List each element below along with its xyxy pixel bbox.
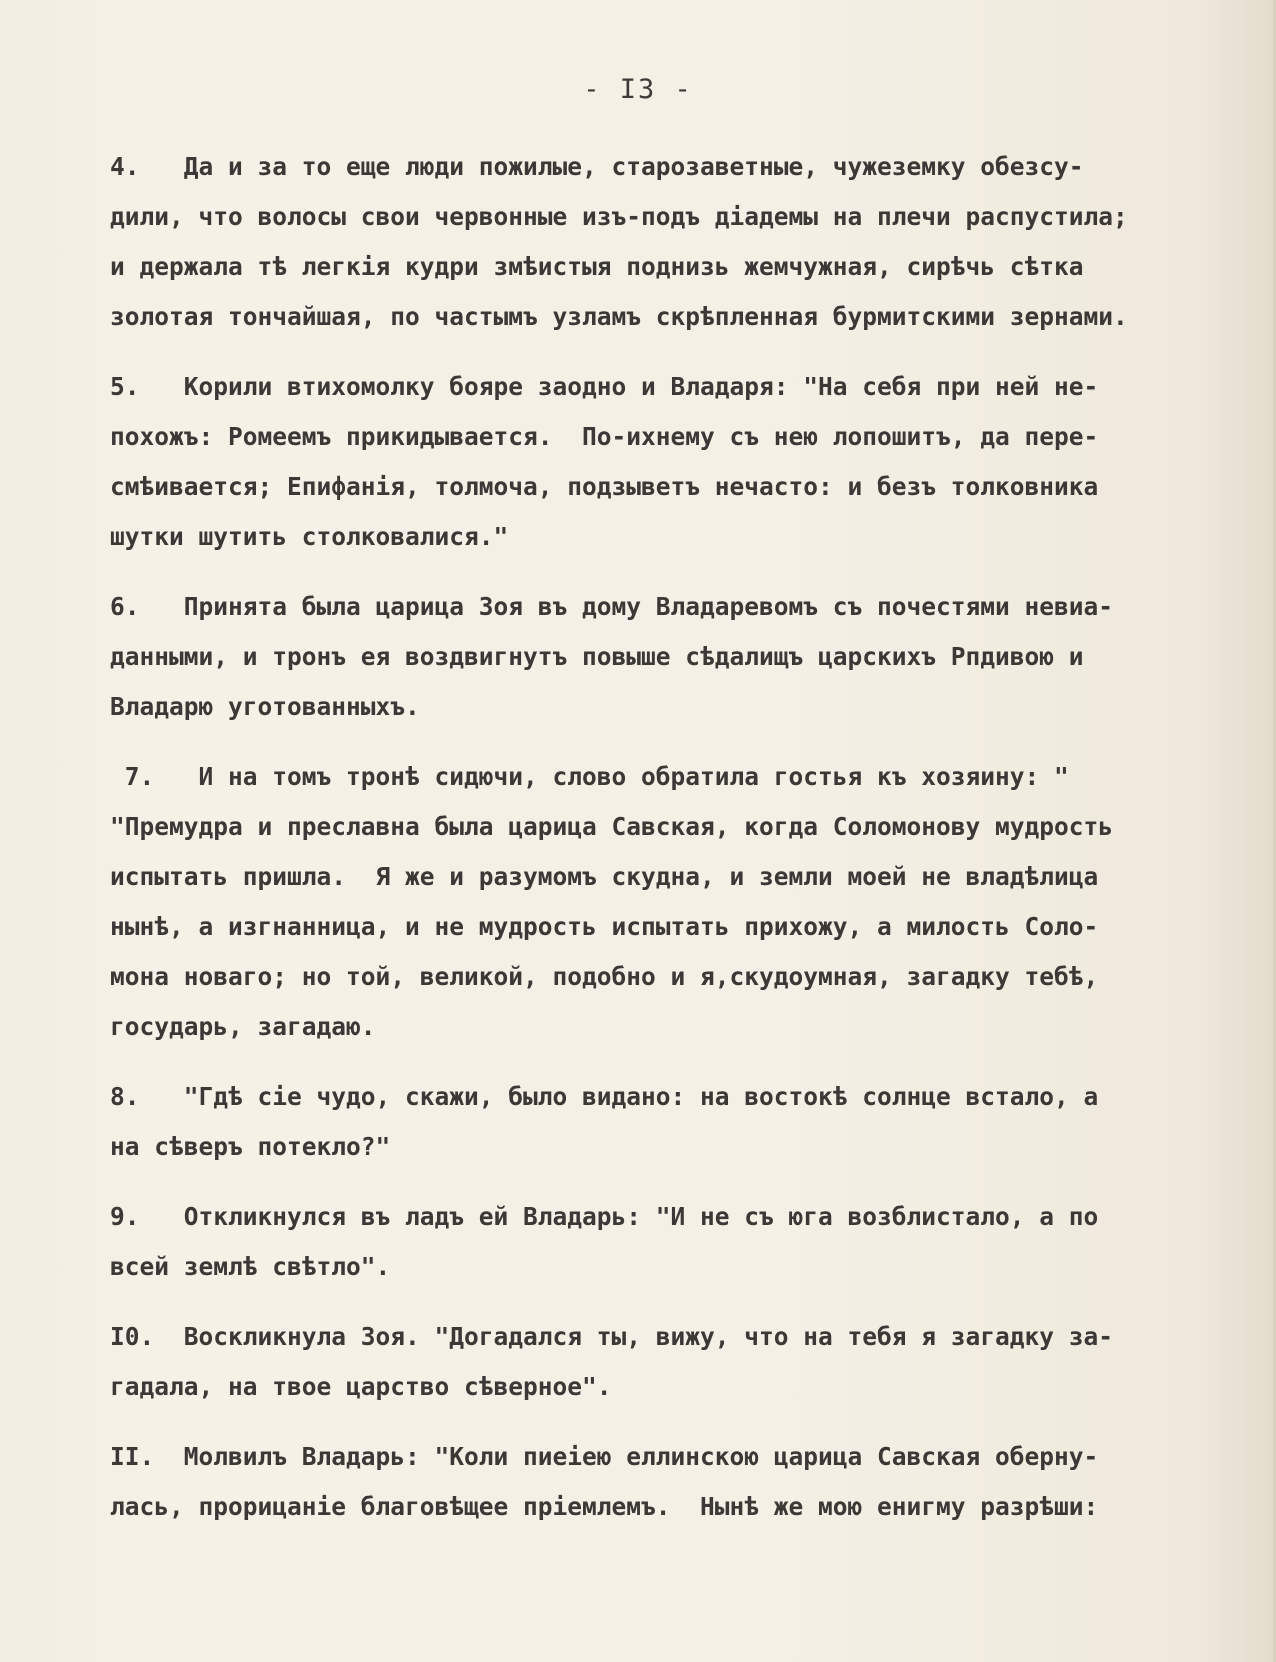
text-line: шутки шутить столковалися." xyxy=(110,522,509,551)
text-line: золотая тончайшая, по частымъ узламъ скрѣпленная бурмитскими зернами. xyxy=(110,302,1128,331)
text-line: лась, прорицаніе благовѣщее пріемлемъ. Нынѣ же мою енигму разрѣши: xyxy=(110,1492,1099,1521)
text-line: 6. Принята была царица Зоя въ дому Владаревомъ съ почестями невиа- xyxy=(110,592,1114,621)
text-line: всей землѣ свѣтло". xyxy=(110,1252,391,1281)
text-line: гадала, на твое царство сѣверное". xyxy=(110,1372,612,1401)
text-line: дили, что волосы свои червонные изъ-подъ діадемы на плечи распустила; xyxy=(110,202,1128,231)
document-body xyxy=(110,142,1260,1552)
paragraph xyxy=(110,142,1260,342)
text-line: нынѣ, а изгнанница, и не мудрость испытать прихожу, а милость Соло- xyxy=(110,912,1099,941)
paragraph xyxy=(110,1432,1260,1532)
text-line: испытать пришла. Я же и разумомъ скудна, и земли моей не владѣлица xyxy=(110,862,1099,891)
text-line: 5. Корили втихомолку бояре заодно и Владаря: "На себя при ней не- xyxy=(110,372,1099,401)
text-line: II. Молвилъ Владарь: "Коли пиеіею еллинскою царица Савская оберну- xyxy=(110,1442,1099,1471)
text-line: 8. "Гдѣ сіе чудо, скажи, было видано: на востокѣ солнце встало, а xyxy=(110,1082,1099,1111)
page-number: - I3 - xyxy=(583,74,693,105)
paragraph xyxy=(110,1192,1260,1292)
text-line: данными, и тронъ ея воздвигнутъ повыше сѣдалищъ царскихъ Рпдивою и xyxy=(110,642,1084,671)
text-line: государь, загадаю. xyxy=(110,1012,376,1041)
paragraph xyxy=(110,362,1260,562)
text-line: на сѣверъ потекло?" xyxy=(110,1132,391,1161)
text-line: "Премудра и преславна была царица Савская, когда Соломонову мудрость xyxy=(110,812,1114,841)
text-line: похожъ: Ромеемъ прикидывается. По-ихнему съ нею лопошитъ, да пере- xyxy=(110,422,1099,451)
text-line: 9. Откликнулся въ ладъ ей Владарь: "И не съ юга возблистало, а по xyxy=(110,1202,1099,1231)
paragraph xyxy=(110,752,1260,1052)
text-line: I0. Воскликнула Зоя. "Догадался ты, вижу, что на тебя я загадку за- xyxy=(110,1322,1114,1351)
paragraph xyxy=(110,1312,1260,1412)
text-line: смѣивается; Епифанія, толмоча, подзыветъ нечасто: и безъ толковника xyxy=(110,472,1099,501)
text-line: Владарю уготованныхъ. xyxy=(110,692,420,721)
paragraph xyxy=(110,582,1260,732)
text-line: 7. И на томъ тронѣ сидючи, слово обратила гостья къ хозяину: " xyxy=(110,762,1069,791)
text-line: мона новаго; но той, великой, подобно и я,скудоумная, загадку тебѣ, xyxy=(110,962,1099,991)
text-line: 4. Да и за то еще люди пожилые, старозаветные, чужеземку обезсу- xyxy=(110,152,1084,181)
paragraph xyxy=(110,1072,1260,1172)
text-line: и держала тѣ легкія кудри змѣистыя поднизь жемчужная, сирѣчь сѣтка xyxy=(110,252,1084,281)
